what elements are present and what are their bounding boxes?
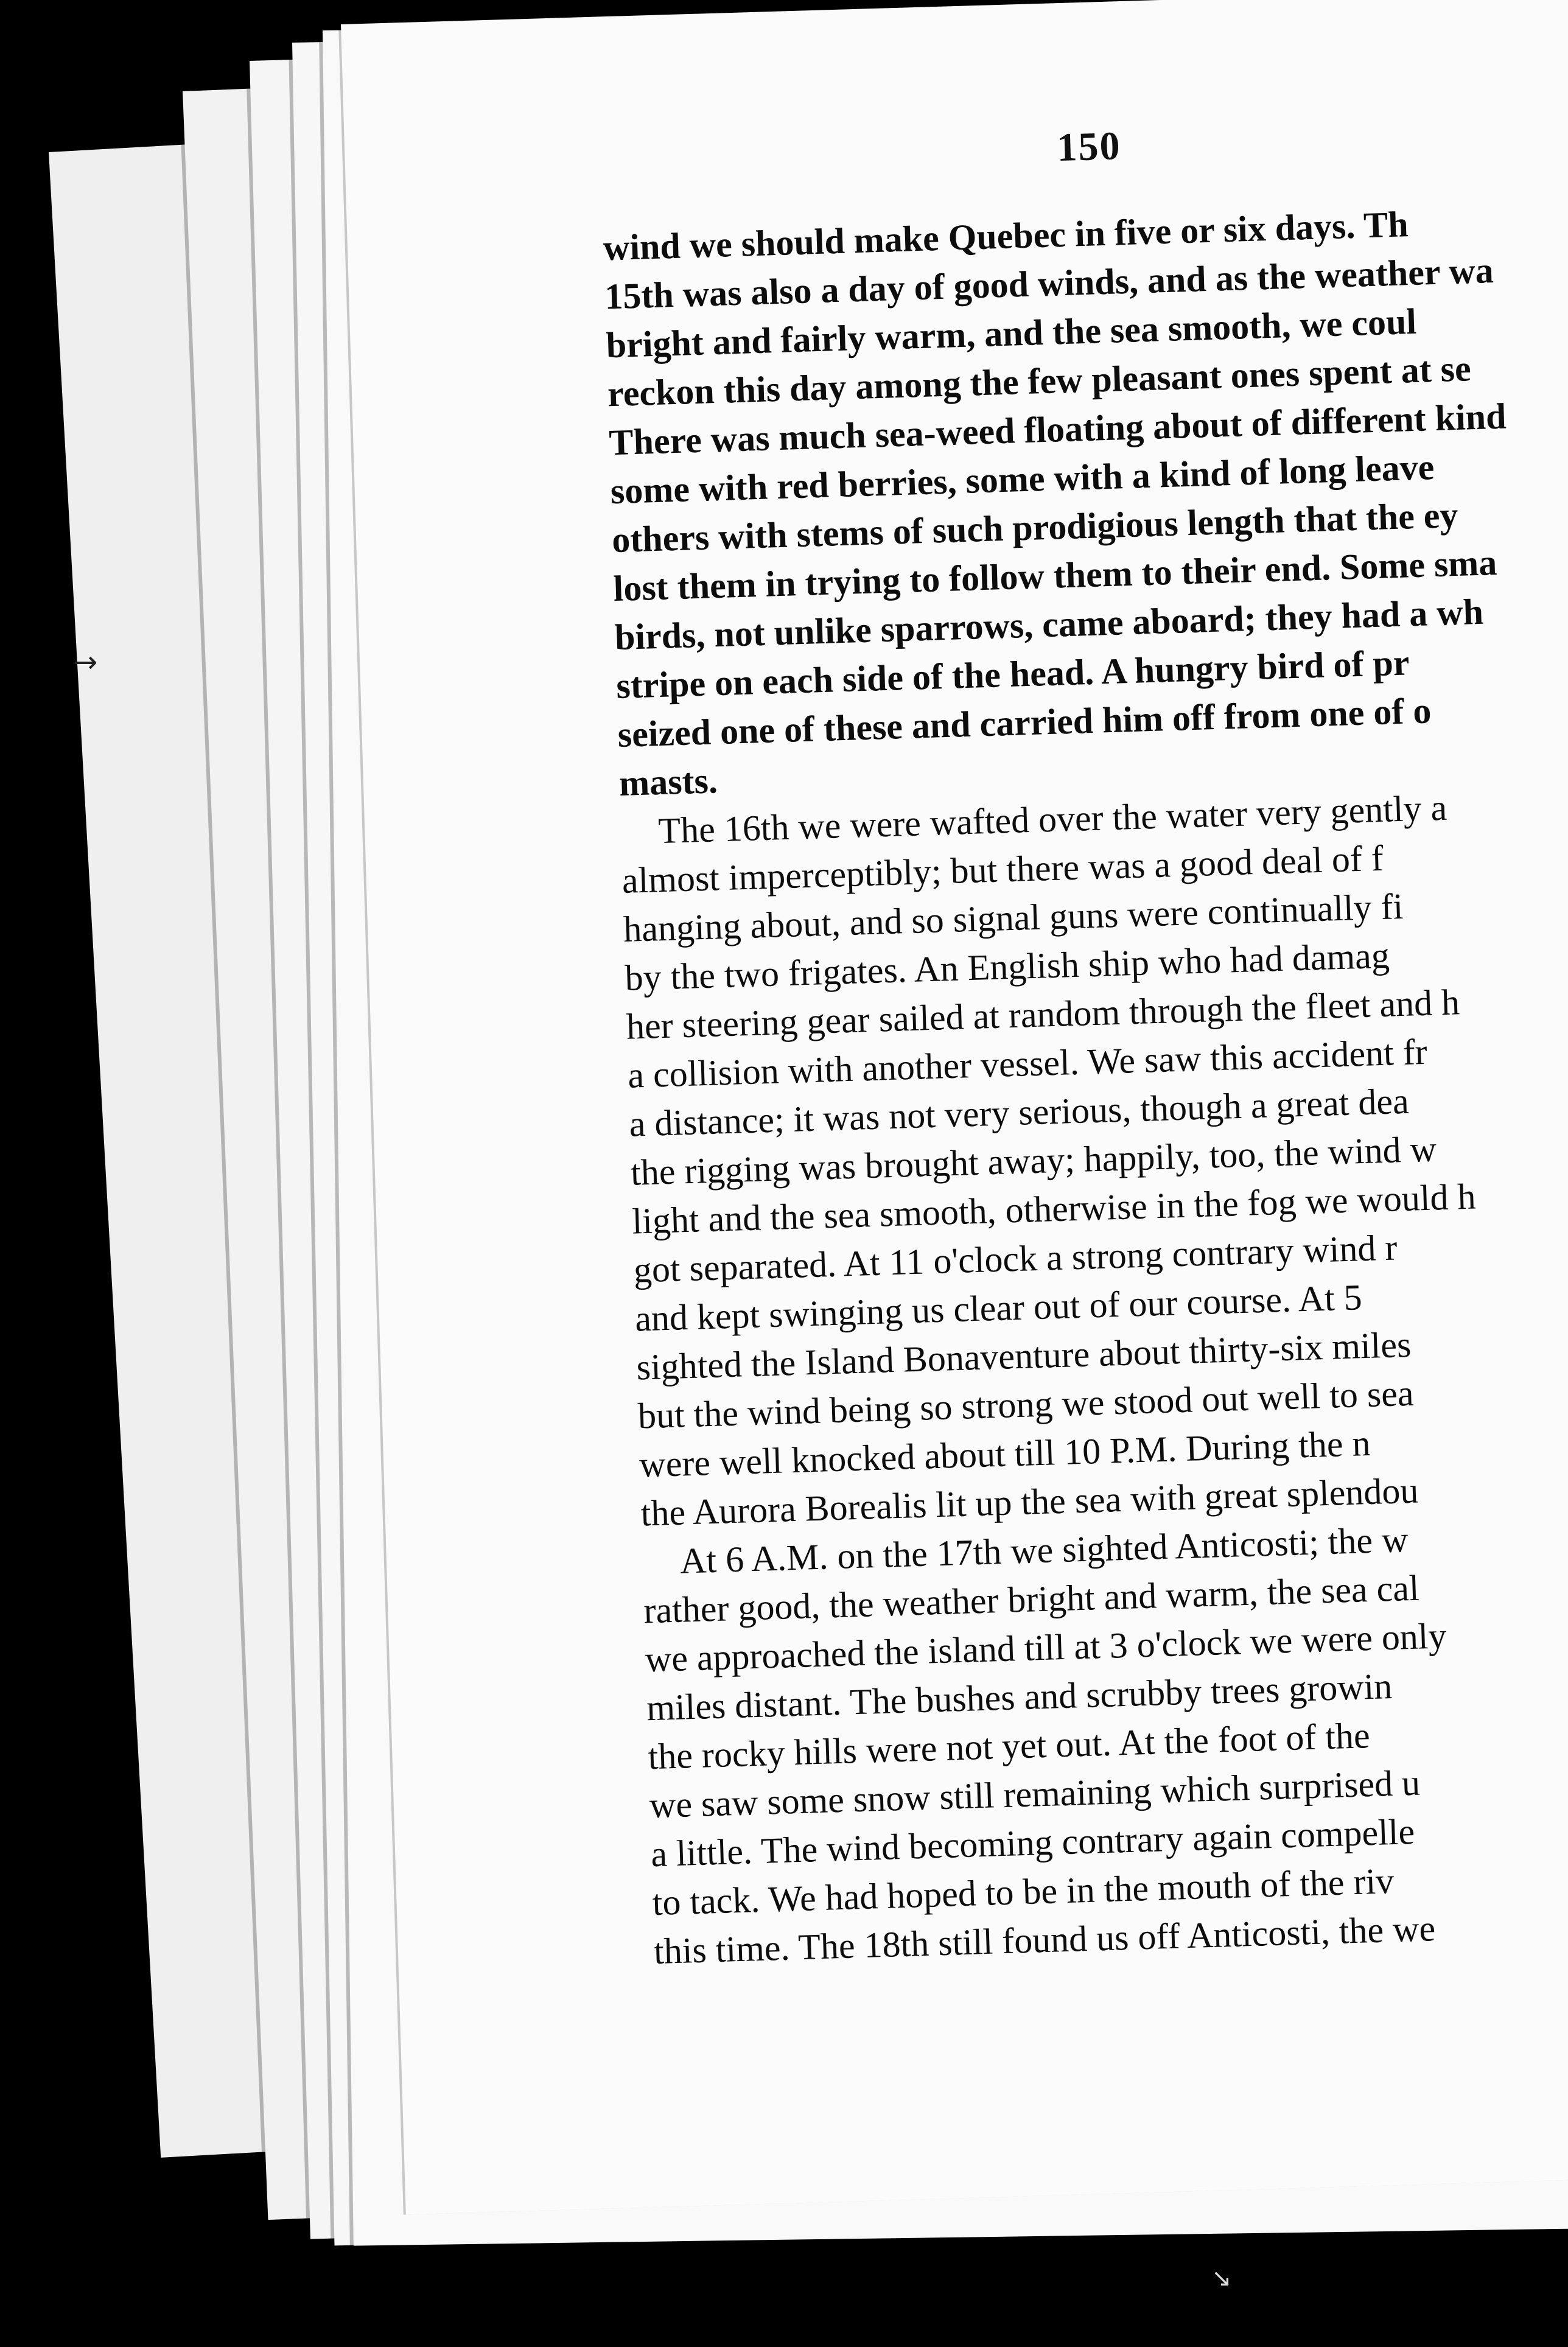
- text-line: At 6 A.M. on the 17th we sighted Anticosti; the w: [679, 1519, 1409, 1581]
- text-line: The 16th we were wafted over the water very gently a: [657, 787, 1448, 852]
- text-line: wind we should make Quebec in five or six days. Th: [603, 204, 1409, 268]
- text-line: a distance; it was not very serious, though a great dea: [628, 1080, 1410, 1144]
- text-line: seized one of these and carried him off from one of o: [617, 690, 1432, 755]
- text-line: stripe on each side of the head. A hungry bird of pr: [615, 642, 1410, 707]
- text-line: but the wind being so strong we stood out well to sea: [637, 1373, 1415, 1436]
- text-line: light and the sea smooth, otherwise in the fog we would h: [631, 1176, 1477, 1242]
- text-line: we saw some snow still remaining which surprised u: [649, 1762, 1421, 1826]
- text-line: we approached the island till at 3 o'clock we were only: [644, 1615, 1447, 1680]
- text-line: the rigging was brought away; happily, too, the wind w: [630, 1128, 1437, 1193]
- margin-mark-icon: →: [73, 645, 98, 679]
- text-line: this time. The 18th still found us off Anticosti, the we: [653, 1908, 1436, 1972]
- text-line: others with stems of such prodigious length that the ey: [611, 494, 1459, 561]
- text-line: and kept swinging us clear out of our course. At 5: [634, 1277, 1363, 1339]
- text-line: were well knocked about till 10 P.M. During the n: [639, 1422, 1371, 1485]
- text-line: birds, not unlike sparrows, came aboard; they had a wh: [614, 591, 1484, 658]
- text-line: masts.: [618, 760, 718, 803]
- text-line: reckon this day among the few pleasant ones spent at se: [607, 348, 1472, 414]
- text-line: rather good, the weather bright and warm, the sea cal: [643, 1567, 1420, 1631]
- text-line: almost imperceptibly; but there was a good deal of f: [621, 838, 1384, 901]
- text-line: got separated. At 11 o'clock a strong contrary wind r: [632, 1227, 1398, 1290]
- book-page: [341, 0, 1568, 2214]
- text-line: a collision with another vessel. We saw this accident fr: [627, 1031, 1428, 1096]
- bottom-mark-icon: ↘: [1211, 2264, 1232, 2292]
- text-line: There was much sea-weed floating about of different kind: [608, 396, 1507, 463]
- page-text: [603, 186, 1568, 1976]
- text-line: the rocky hills were not yet out. At the foot of the: [647, 1715, 1371, 1777]
- text-line: hanging about, and so signal guns were continually fi: [623, 886, 1404, 950]
- text-line: miles distant. The bushes and scrubby trees growin: [646, 1665, 1393, 1729]
- text-line: a little. The wind becoming contrary again compelle: [650, 1811, 1415, 1875]
- text-line: some with red berries, some with a kind of long leave: [609, 447, 1435, 512]
- text-line: 15th was also a day of good winds, and as the weather wa: [604, 250, 1494, 317]
- text-line: her steering gear sailed at random through the fleet and h: [626, 982, 1460, 1047]
- text-line: the Aurora Borealis lit up the sea with great splendou: [640, 1470, 1419, 1534]
- page-number: 150: [1056, 124, 1122, 170]
- text-line: bright and fairly warm, and the sea smooth, we coul: [605, 301, 1417, 366]
- text-line: sighted the Island Bonaventure about thirty-six miles: [635, 1324, 1412, 1388]
- text-line: lost them in trying to follow them to their end. Some sma: [612, 542, 1498, 609]
- text-line: by the two frigates. An English ship who had damag: [624, 935, 1390, 998]
- text-line: to tack. We had hoped to be in the mouth of the riv: [651, 1861, 1395, 1923]
